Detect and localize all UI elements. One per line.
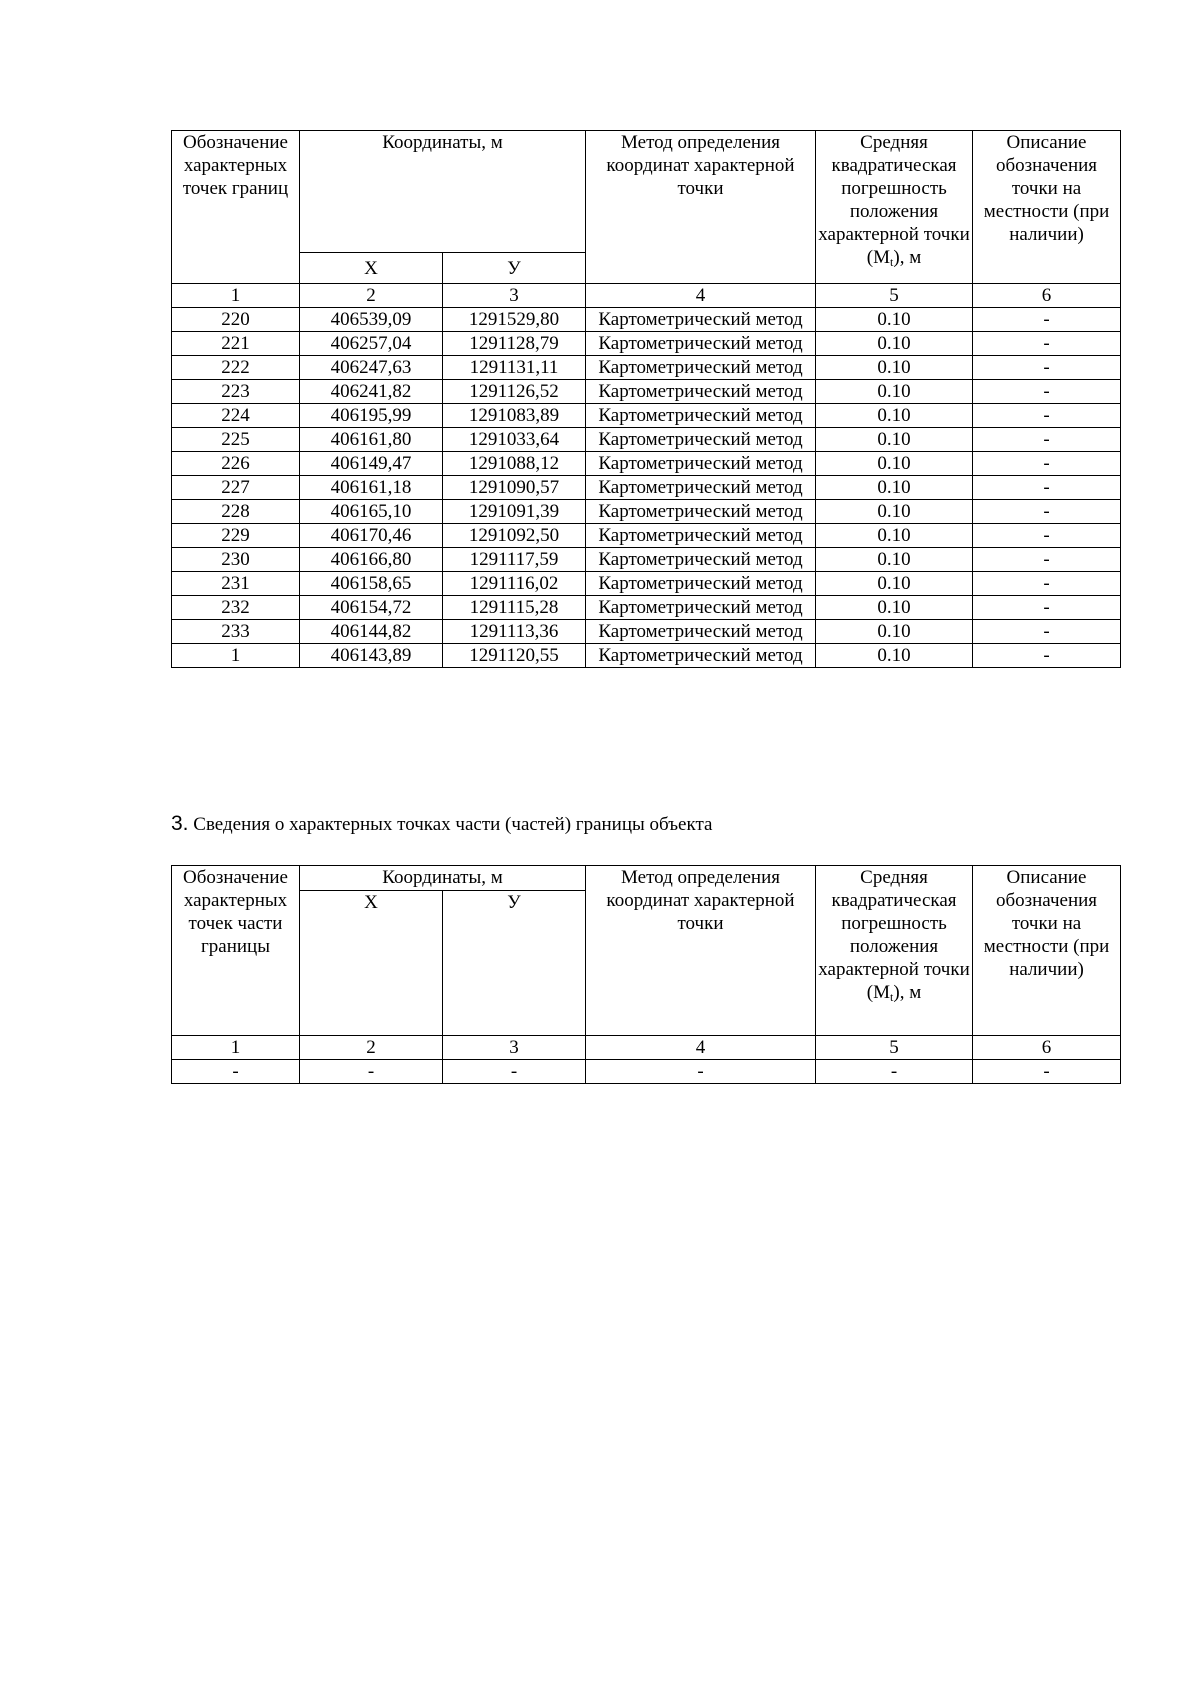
header-point-label: Обозначение характерных точек части границы (172, 866, 300, 1036)
cell-y: 1291092,50 (443, 524, 586, 548)
cell-method: Картометрический метод (586, 620, 816, 644)
cell-x: 406149,47 (300, 452, 443, 476)
cell-accuracy: 0.10 (816, 644, 973, 668)
cell-x: 406539,09 (300, 308, 443, 332)
cell-method: Картометрический метод (586, 356, 816, 380)
cell-point: 225 (172, 428, 300, 452)
column-number: 2 (300, 284, 443, 308)
cell-x: 406144,82 (300, 620, 443, 644)
cell-accuracy: - (816, 1060, 973, 1084)
boundary-part-points-table (171, 865, 1121, 1084)
boundary-points-table (171, 130, 1121, 668)
cell-method: Картометрический метод (586, 404, 816, 428)
cell-x: 406195,99 (300, 404, 443, 428)
cell-description: - (973, 308, 1121, 332)
cell-method: Картометрический метод (586, 428, 816, 452)
header-coordinates: Координаты, м (300, 131, 586, 253)
column-number: 1 (172, 1036, 300, 1060)
boundary-part-points-body (172, 1036, 1121, 1084)
cell-y: 1291113,36 (443, 620, 586, 644)
table-row (172, 572, 1121, 596)
boundary-points-body (172, 284, 1121, 668)
table-row (172, 428, 1121, 452)
cell-accuracy: 0.10 (816, 524, 973, 548)
cell-y: 1291126,52 (443, 380, 586, 404)
table-row (172, 644, 1121, 668)
cell-description: - (973, 500, 1121, 524)
column-number: 6 (973, 284, 1121, 308)
cell-accuracy: 0.10 (816, 596, 973, 620)
cell-accuracy: 0.10 (816, 356, 973, 380)
cell-accuracy: 0.10 (816, 332, 973, 356)
cell-description: - (973, 524, 1121, 548)
cell-point: 228 (172, 500, 300, 524)
cell-x: 406166,80 (300, 548, 443, 572)
cell-method: Картометрический метод (586, 548, 816, 572)
cell-accuracy: 0.10 (816, 380, 973, 404)
cell-accuracy: 0.10 (816, 572, 973, 596)
table-row (172, 356, 1121, 380)
column-number-row (172, 284, 1121, 308)
cell-y: 1291115,28 (443, 596, 586, 620)
cell-method: - (586, 1060, 816, 1084)
header-method: Метод определения координат характерной точки (586, 866, 816, 1036)
cell-accuracy: 0.10 (816, 500, 973, 524)
cell-description: - (973, 428, 1121, 452)
cell-point: 226 (172, 452, 300, 476)
cell-description: - (973, 596, 1121, 620)
table-row (172, 404, 1121, 428)
cell-accuracy: 0.10 (816, 308, 973, 332)
cell-x: 406241,82 (300, 380, 443, 404)
cell-y: 1291120,55 (443, 644, 586, 668)
cell-x: 406161,80 (300, 428, 443, 452)
cell-method: Картометрический метод (586, 596, 816, 620)
header-description: Описание обозначения точки на местности (при наличии) (973, 866, 1121, 1036)
cell-point: 227 (172, 476, 300, 500)
column-number: 3 (443, 1036, 586, 1060)
cell-point: 231 (172, 572, 300, 596)
table-row (172, 548, 1121, 572)
cell-x: - (300, 1060, 443, 1084)
cell-accuracy: 0.10 (816, 548, 973, 572)
cell-point: 220 (172, 308, 300, 332)
cell-description: - (973, 620, 1121, 644)
header-x: Х (300, 253, 443, 284)
cell-accuracy: 0.10 (816, 452, 973, 476)
table-row (172, 308, 1121, 332)
column-number: 5 (816, 284, 973, 308)
cell-description: - (973, 332, 1121, 356)
header-coordinates: Координаты, м (300, 866, 586, 891)
cell-y: 1291116,02 (443, 572, 586, 596)
column-number-row (172, 1036, 1121, 1060)
cell-point: 1 (172, 644, 300, 668)
section-heading (171, 812, 712, 837)
cell-accuracy: 0.10 (816, 476, 973, 500)
cell-method: Картометрический метод (586, 500, 816, 524)
cell-x: 406143,89 (300, 644, 443, 668)
cell-y: 1291529,80 (443, 308, 586, 332)
column-number: 4 (586, 284, 816, 308)
column-number: 6 (973, 1036, 1121, 1060)
cell-y: 1291131,11 (443, 356, 586, 380)
header-description: Описание обозначения точки на местности (при наличии) (973, 131, 1121, 284)
section-title: Сведения о характерных точках части (частей) границы объекта (193, 814, 713, 835)
cell-x: 406154,72 (300, 596, 443, 620)
column-number: 5 (816, 1036, 973, 1060)
header-accuracy: Средняя квадратическая погрешность положения характерной точки $(M_t)$, м (816, 866, 973, 1036)
header-y: У (443, 891, 586, 1036)
cell-x: 406165,10 (300, 500, 443, 524)
table-row (172, 476, 1121, 500)
cell-method: Картометрический метод (586, 476, 816, 500)
cell-point: 233 (172, 620, 300, 644)
cell-description: - (973, 476, 1121, 500)
cell-method: Картометрический метод (586, 332, 816, 356)
table-row (172, 620, 1121, 644)
cell-x: 406170,46 (300, 524, 443, 548)
cell-point: 224 (172, 404, 300, 428)
cell-point: 230 (172, 548, 300, 572)
cell-description: - (973, 548, 1121, 572)
cell-method: Картометрический метод (586, 572, 816, 596)
cell-accuracy: 0.10 (816, 428, 973, 452)
table-row (172, 332, 1121, 356)
column-number: 3 (443, 284, 586, 308)
section-number: 3. (171, 812, 189, 835)
cell-method: Картометрический метод (586, 452, 816, 476)
table-row (172, 452, 1121, 476)
column-number: 2 (300, 1036, 443, 1060)
cell-method: Картометрический метод (586, 644, 816, 668)
cell-description: - (973, 644, 1121, 668)
cell-accuracy: 0.10 (816, 404, 973, 428)
cell-point: 223 (172, 380, 300, 404)
cell-x: 406158,65 (300, 572, 443, 596)
cell-x: 406161,18 (300, 476, 443, 500)
cell-description: - (973, 452, 1121, 476)
cell-x: 406257,04 (300, 332, 443, 356)
header-method: Метод определения координат характерной точки (586, 131, 816, 284)
cell-y: 1291090,57 (443, 476, 586, 500)
cell-y: 1291128,79 (443, 332, 586, 356)
cell-description: - (973, 572, 1121, 596)
cell-y: 1291033,64 (443, 428, 586, 452)
cell-point: - (172, 1060, 300, 1084)
cell-point: 222 (172, 356, 300, 380)
cell-point: 229 (172, 524, 300, 548)
cell-y: 1291088,12 (443, 452, 586, 476)
cell-accuracy: 0.10 (816, 620, 973, 644)
cell-point: 232 (172, 596, 300, 620)
cell-method: Картометрический метод (586, 308, 816, 332)
cell-y: 1291117,59 (443, 548, 586, 572)
table-row (172, 500, 1121, 524)
cell-point: 221 (172, 332, 300, 356)
column-number: 1 (172, 284, 300, 308)
table-row (172, 380, 1121, 404)
column-number: 4 (586, 1036, 816, 1060)
header-y: У (443, 253, 586, 284)
table-row (172, 1060, 1121, 1084)
cell-y: 1291083,89 (443, 404, 586, 428)
cell-y: - (443, 1060, 586, 1084)
cell-description: - (973, 356, 1121, 380)
cell-description: - (973, 1060, 1121, 1084)
header-point-label: Обозначение характерных точек границ (172, 131, 300, 284)
cell-method: Картометрический метод (586, 524, 816, 548)
cell-y: 1291091,39 (443, 500, 586, 524)
cell-description: - (973, 380, 1121, 404)
table-row (172, 596, 1121, 620)
cell-x: 406247,63 (300, 356, 443, 380)
header-accuracy: Средняя квадратическая погрешность положения характерной точки $(M_t)$, м (816, 131, 973, 284)
cell-method: Картометрический метод (586, 380, 816, 404)
table-row (172, 524, 1121, 548)
header-x: Х (300, 891, 443, 1036)
cell-description: - (973, 404, 1121, 428)
